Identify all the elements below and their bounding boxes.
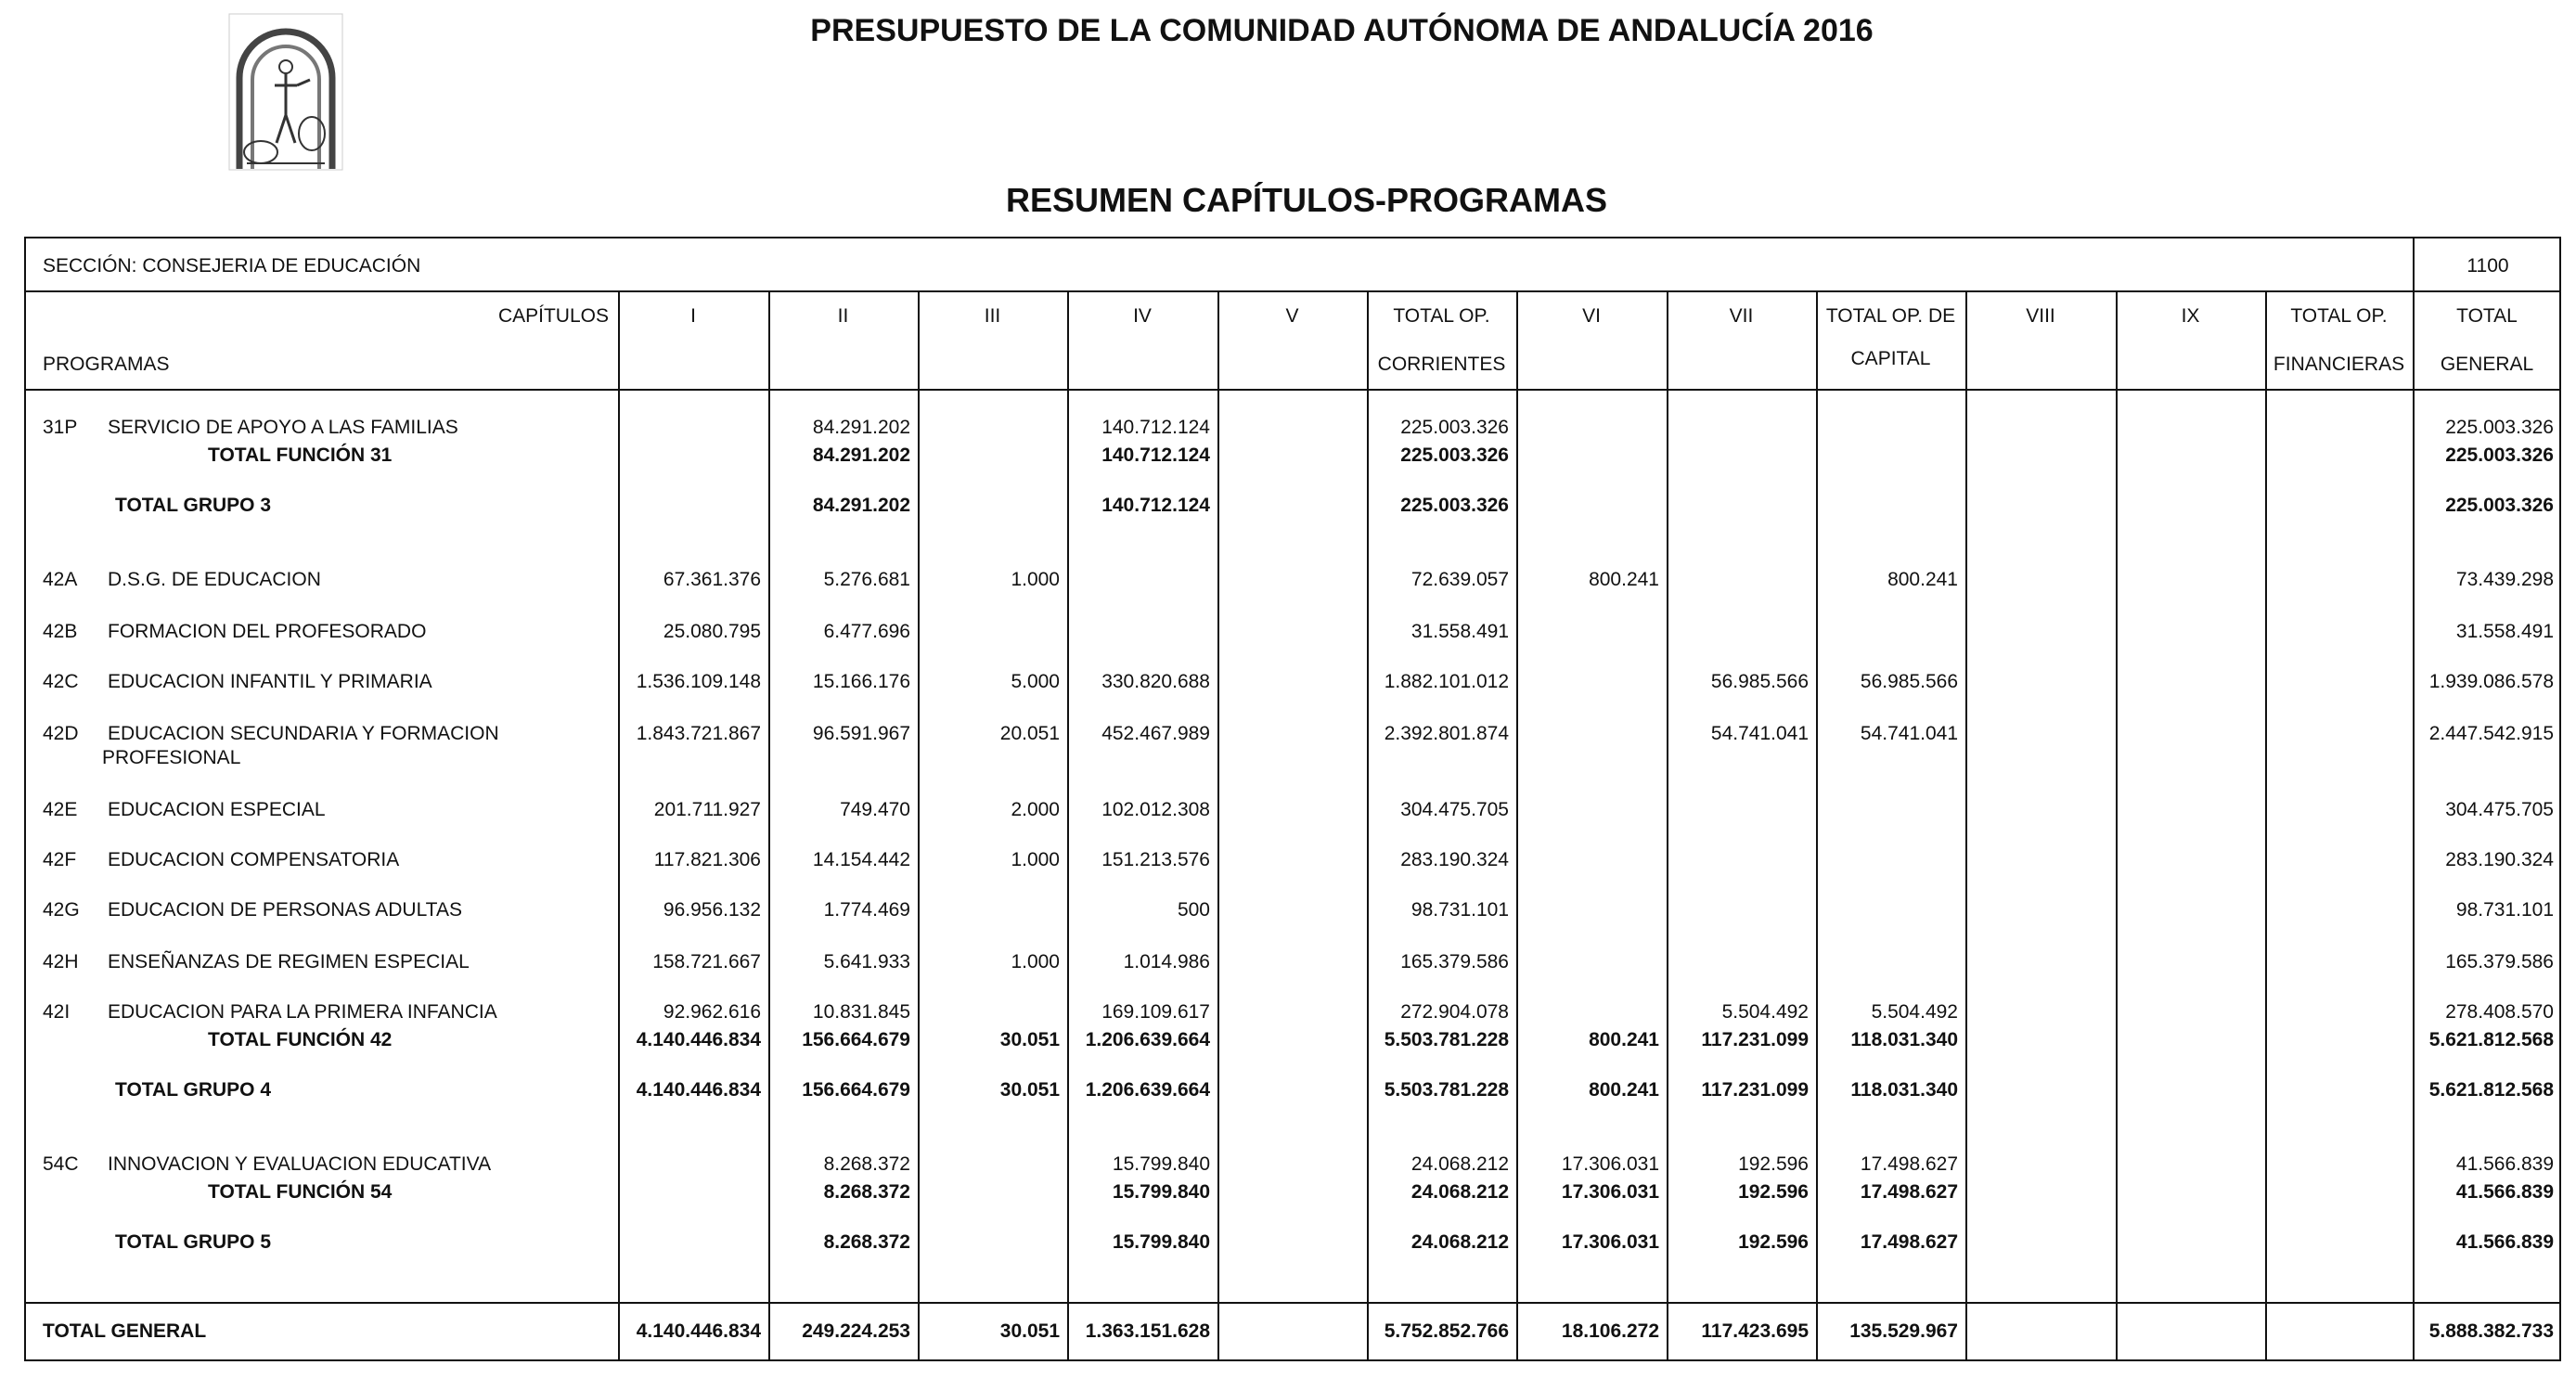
amount-cell: 17.306.031 xyxy=(1561,1231,1659,1253)
amount-cell: 192.596 xyxy=(1738,1231,1809,1253)
amount-cell: 1.882.101.012 xyxy=(1384,671,1509,692)
page-title: PRESUPUESTO DE LA COMUNIDAD AUTÓNOMA DE ANDALUCÍA 2016 xyxy=(810,13,1874,48)
total-divider xyxy=(26,1302,2559,1304)
amount-cell: 17.498.627 xyxy=(1860,1231,1958,1253)
amount-cell: 1.536.109.148 xyxy=(636,671,761,692)
group-total-label: TOTAL GRUPO 5 xyxy=(115,1231,272,1253)
program-code: 54C xyxy=(43,1153,79,1175)
amount-cell: 2.000 xyxy=(1011,799,1060,820)
column-header-viii: VIII xyxy=(2026,305,2055,327)
program-name: EDUCACION SECUNDARIA Y FORMACION xyxy=(108,723,499,744)
column-header-iv: IV xyxy=(1133,305,1152,327)
section-code: 1100 xyxy=(2467,255,2509,277)
amount-cell: 1.000 xyxy=(1011,951,1060,972)
amount-cell: 41.566.839 xyxy=(2455,1153,2554,1175)
amount-cell: 30.051 xyxy=(999,1079,1060,1101)
amount-cell: 41.566.839 xyxy=(2455,1231,2554,1253)
amount-cell: 169.109.617 xyxy=(1101,1001,1210,1023)
amount-cell: 8.268.372 xyxy=(823,1153,910,1175)
column-divider xyxy=(1965,290,1967,1361)
program-name: EDUCACION PARA LA PRIMERA INFANCIA xyxy=(108,1001,497,1023)
column-header-toc1: TOTAL OP. xyxy=(1393,305,1490,327)
amount-cell: 156.664.679 xyxy=(802,1029,910,1050)
amount-cell: 800.241 xyxy=(1887,569,1958,590)
amount-cell: 278.408.570 xyxy=(2445,1001,2554,1023)
program-code: 31P xyxy=(43,417,78,438)
amount-cell: 1.000 xyxy=(1011,569,1060,590)
amount-cell: 283.190.324 xyxy=(1400,849,1509,870)
amount-cell: 225.003.326 xyxy=(2445,417,2554,438)
amount-cell: 15.166.176 xyxy=(812,671,910,692)
header-programas: PROGRAMAS xyxy=(43,354,170,375)
column-header-v: V xyxy=(1285,305,1299,327)
amount-cell: 17.498.627 xyxy=(1860,1153,1958,1175)
amount-cell: 31.558.491 xyxy=(1410,621,1509,642)
amount-cell: 17.498.627 xyxy=(1860,1181,1958,1203)
amount-cell: 151.213.576 xyxy=(1101,849,1210,870)
program-code: 42D xyxy=(43,723,79,744)
amount-cell: 4.140.446.834 xyxy=(636,1079,761,1101)
amount-cell: 5.276.681 xyxy=(823,569,910,590)
total-general-label: TOTAL GENERAL xyxy=(43,1320,207,1342)
amount-cell: 84.291.202 xyxy=(812,417,910,438)
program-name: EDUCACION INFANTIL Y PRIMARIA xyxy=(108,671,432,692)
program-code: 42E xyxy=(43,799,78,820)
column-header-vi: VI xyxy=(1582,305,1601,327)
total-general-amount: 18.106.272 xyxy=(1561,1320,1659,1342)
column-divider xyxy=(618,290,620,1361)
amount-cell: 15.799.840 xyxy=(1112,1153,1210,1175)
amount-cell: 283.190.324 xyxy=(2445,849,2554,870)
amount-cell: 2.447.542.915 xyxy=(2428,723,2554,744)
amount-cell: 5.641.933 xyxy=(823,951,910,972)
amount-cell: 14.154.442 xyxy=(812,849,910,870)
amount-cell: 8.268.372 xyxy=(823,1181,910,1203)
amount-cell: 800.241 xyxy=(1589,569,1659,590)
amount-cell: 1.206.639.664 xyxy=(1085,1029,1210,1050)
column-header-ii: II xyxy=(837,305,849,327)
total-general-amount: 135.529.967 xyxy=(1849,1320,1958,1342)
amount-cell: 24.068.212 xyxy=(1410,1153,1509,1175)
amount-cell: 1.014.986 xyxy=(1123,951,1210,972)
amount-cell: 17.306.031 xyxy=(1561,1153,1659,1175)
amount-cell: 2.392.801.874 xyxy=(1384,723,1509,744)
amount-cell: 1.774.469 xyxy=(823,899,910,921)
amount-cell: 117.231.099 xyxy=(1701,1029,1809,1050)
column-header-vii: VII xyxy=(1729,305,1754,327)
header-divider xyxy=(26,389,2559,391)
program-code: 42F xyxy=(43,849,77,870)
amount-cell: 84.291.202 xyxy=(812,495,910,516)
program-code: 42G xyxy=(43,899,80,921)
amount-cell: 84.291.202 xyxy=(812,444,910,466)
column-header-toc2: CORRIENTES xyxy=(1377,354,1506,375)
amount-cell: 5.504.492 xyxy=(1871,1001,1958,1023)
total-general-amount: 117.423.695 xyxy=(1701,1320,1809,1342)
program-name: EDUCACION ESPECIAL xyxy=(108,799,326,820)
column-divider xyxy=(2265,290,2267,1361)
amount-cell: 117.821.306 xyxy=(653,849,761,870)
group-total-label: TOTAL GRUPO 4 xyxy=(115,1079,272,1101)
amount-cell: 1.939.086.578 xyxy=(2428,671,2554,692)
amount-cell: 500 xyxy=(1177,899,1210,921)
amount-cell: 98.731.101 xyxy=(2455,899,2554,921)
amount-cell: 15.799.840 xyxy=(1112,1231,1210,1253)
amount-cell: 225.003.326 xyxy=(1400,495,1509,516)
amount-cell: 30.051 xyxy=(999,1029,1060,1050)
total-general-amount: 4.140.446.834 xyxy=(636,1320,761,1342)
amount-cell: 140.712.124 xyxy=(1101,444,1210,466)
amount-cell: 1.000 xyxy=(1011,849,1060,870)
amount-cell: 165.379.586 xyxy=(2445,951,2554,972)
amount-cell: 25.080.795 xyxy=(663,621,761,642)
report-subtitle: RESUMEN CAPÍTULOS-PROGRAMAS xyxy=(1005,181,1608,219)
amount-cell: 73.439.298 xyxy=(2455,569,2554,590)
program-name: ENSEÑANZAS DE REGIMEN ESPECIAL xyxy=(108,951,470,972)
amount-cell: 304.475.705 xyxy=(1400,799,1509,820)
column-header-tcap2: CAPITAL xyxy=(1850,348,1931,369)
amount-cell: 102.012.308 xyxy=(1101,799,1210,820)
amount-cell: 15.799.840 xyxy=(1112,1181,1210,1203)
total-general-amount: 30.051 xyxy=(999,1320,1060,1342)
amount-cell: 800.241 xyxy=(1589,1079,1659,1101)
amount-cell: 5.504.492 xyxy=(1721,1001,1809,1023)
program-code: 42B xyxy=(43,621,78,642)
amount-cell: 54.741.041 xyxy=(1710,723,1809,744)
amount-cell: 96.956.132 xyxy=(663,899,761,921)
budget-table xyxy=(24,237,2561,1361)
column-header-iii: III xyxy=(984,305,1001,327)
amount-cell: 24.068.212 xyxy=(1410,1181,1509,1203)
amount-cell: 8.268.372 xyxy=(823,1231,910,1253)
column-header-tg2: GENERAL xyxy=(2440,354,2534,375)
amount-cell: 304.475.705 xyxy=(2445,799,2554,820)
amount-cell: 800.241 xyxy=(1589,1029,1659,1050)
amount-cell: 225.003.326 xyxy=(2445,444,2554,466)
amount-cell: 4.140.446.834 xyxy=(636,1029,761,1050)
amount-cell: 5.621.812.568 xyxy=(2428,1029,2554,1050)
amount-cell: 140.712.124 xyxy=(1101,417,1210,438)
program-name: SERVICIO DE APOYO A LAS FAMILIAS xyxy=(108,417,458,438)
amount-cell: 72.639.057 xyxy=(1410,569,1509,590)
amount-cell: 31.558.491 xyxy=(2455,621,2554,642)
amount-cell: 1.843.721.867 xyxy=(636,723,761,744)
amount-cell: 192.596 xyxy=(1738,1181,1809,1203)
column-divider xyxy=(918,290,920,1361)
column-header-tcap1: TOTAL OP. DE xyxy=(1825,305,1956,327)
total-general-amount: 5.888.382.733 xyxy=(2428,1320,2554,1342)
amount-cell: 56.985.566 xyxy=(1860,671,1958,692)
total-general-amount: 249.224.253 xyxy=(802,1320,910,1342)
program-name: FORMACION DEL PROFESORADO xyxy=(108,621,427,642)
amount-cell: 5.000 xyxy=(1011,671,1060,692)
amount-cell: 330.820.688 xyxy=(1101,671,1210,692)
amount-cell: 5.503.781.228 xyxy=(1384,1079,1509,1101)
total-general-amount: 5.752.852.766 xyxy=(1384,1320,1509,1342)
amount-cell: 165.379.586 xyxy=(1400,951,1509,972)
amount-cell: 67.361.376 xyxy=(663,569,761,590)
amount-cell: 5.621.812.568 xyxy=(2428,1079,2554,1101)
amount-cell: 10.831.845 xyxy=(812,1001,910,1023)
function-total-label: TOTAL FUNCIÓN 31 xyxy=(208,444,393,466)
amount-cell: 749.470 xyxy=(840,799,910,820)
amount-cell: 201.711.927 xyxy=(653,799,761,820)
amount-cell: 96.591.967 xyxy=(812,723,910,744)
program-code: 42C xyxy=(43,671,79,692)
program-name: INNOVACION Y EVALUACION EDUCATIVA xyxy=(108,1153,492,1175)
amount-cell: 56.985.566 xyxy=(1710,671,1809,692)
column-header-i: I xyxy=(690,305,696,327)
section-label: SECCIÓN: CONSEJERIA DE EDUCACIÓN xyxy=(43,255,421,277)
program-code: 42A xyxy=(43,569,78,590)
program-code: 42H xyxy=(43,951,79,972)
amount-cell: 272.904.078 xyxy=(1400,1001,1509,1023)
amount-cell: 118.031.340 xyxy=(1850,1029,1958,1050)
column-header-ix: IX xyxy=(2181,305,2200,327)
amount-cell: 20.051 xyxy=(999,723,1060,744)
column-divider xyxy=(1217,290,1219,1361)
amount-cell: 24.068.212 xyxy=(1410,1231,1509,1253)
column-divider xyxy=(2116,290,2118,1361)
amount-cell: 6.477.696 xyxy=(823,621,910,642)
amount-cell: 17.306.031 xyxy=(1561,1181,1659,1203)
amount-cell: 117.231.099 xyxy=(1701,1079,1809,1101)
amount-cell: 98.731.101 xyxy=(1410,899,1509,921)
amount-cell: 225.003.326 xyxy=(1400,417,1509,438)
amount-cell: 140.712.124 xyxy=(1101,495,1210,516)
amount-cell: 156.664.679 xyxy=(802,1079,910,1101)
amount-cell: 92.962.616 xyxy=(663,1001,761,1023)
amount-cell: 452.467.989 xyxy=(1101,723,1210,744)
header-capitulos: CAPÍTULOS xyxy=(497,305,609,327)
function-total-label: TOTAL FUNCIÓN 42 xyxy=(208,1029,393,1050)
amount-cell: 41.566.839 xyxy=(2455,1181,2554,1203)
amount-cell: 54.741.041 xyxy=(1860,723,1958,744)
amount-cell: 225.003.326 xyxy=(1400,444,1509,466)
column-header-tfin1: TOTAL OP. xyxy=(2290,305,2388,327)
column-header-tg1: TOTAL xyxy=(2456,305,2518,327)
amount-cell: 118.031.340 xyxy=(1850,1079,1958,1101)
program-code: 42I xyxy=(43,1001,71,1023)
amount-cell: 158.721.667 xyxy=(652,951,761,972)
program-name: D.S.G. DE EDUCACION xyxy=(108,569,321,590)
amount-cell: 1.206.639.664 xyxy=(1085,1079,1210,1101)
function-total-label: TOTAL FUNCIÓN 54 xyxy=(208,1181,393,1203)
amount-cell: 192.596 xyxy=(1738,1153,1809,1175)
program-name: EDUCACION COMPENSATORIA xyxy=(108,849,400,870)
group-total-label: TOTAL GRUPO 3 xyxy=(115,495,272,516)
total-general-amount: 1.363.151.628 xyxy=(1085,1320,1210,1342)
program-name-continued: PROFESIONAL xyxy=(102,747,241,768)
amount-cell: 225.003.326 xyxy=(2445,495,2554,516)
program-name: EDUCACION DE PERSONAS ADULTAS xyxy=(108,899,462,921)
amount-cell: 5.503.781.228 xyxy=(1384,1029,1509,1050)
section-divider xyxy=(26,290,2559,292)
column-header-tfin2: FINANCIERAS xyxy=(2273,354,2405,375)
